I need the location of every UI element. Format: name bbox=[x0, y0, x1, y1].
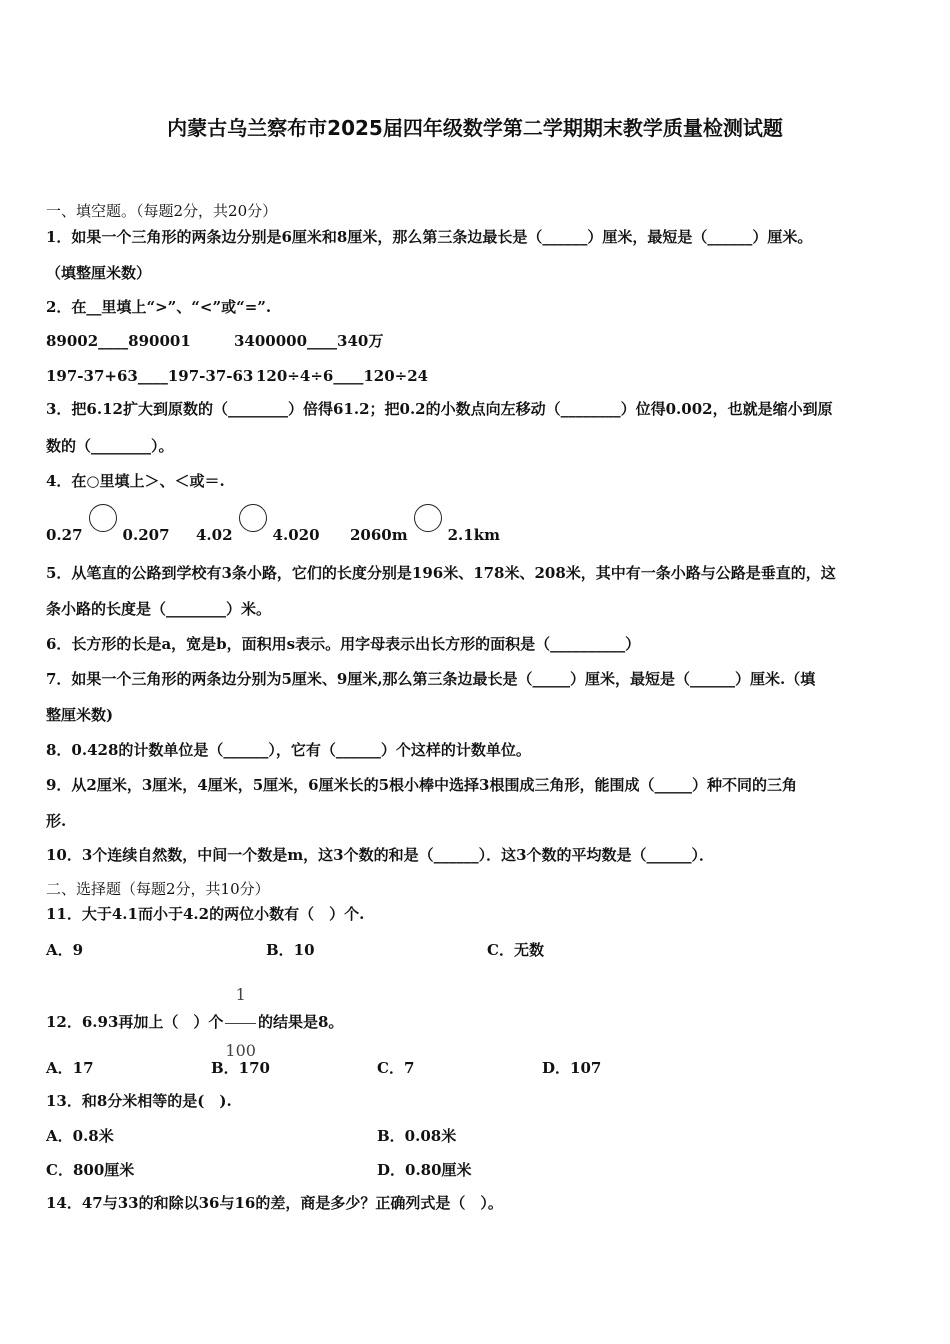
q12-option-a[interactable]: A．17 bbox=[46, 1059, 94, 1077]
question-4-item-1 bbox=[46, 516, 170, 545]
section-heading-2: 二、选择题（每题2分，共10分） bbox=[46, 880, 270, 898]
question-2-item-2: 3400000____340万 bbox=[234, 332, 384, 350]
fraction-numerator: 1 bbox=[225, 970, 256, 1024]
compare-left: 0.27 bbox=[46, 526, 83, 544]
question-13: 13．和8分米相等的是( ). bbox=[46, 1092, 232, 1110]
q12-text-before: 12．6.93再加上（ ）个 bbox=[46, 1013, 224, 1031]
question-4: 4．在○里填上＞、＜或＝. bbox=[46, 472, 225, 490]
question-5-line-1: 5．从笔直的公路到学校有3条小路，它们的长度分别是196米、178米、208米，其中有一条小路与公路是垂直的，这 bbox=[46, 564, 836, 582]
q12-option-b[interactable]: B．170 bbox=[211, 1059, 270, 1077]
question-3-line-2: 数的（________）。 bbox=[46, 437, 174, 455]
question-11: 11．大于4.1而小于4.2的两位小数有（ ）个. bbox=[46, 905, 365, 923]
question-1-line-2: （填整厘米数） bbox=[46, 264, 152, 282]
question-4-item-3 bbox=[350, 516, 500, 545]
question-8: 8．0.428的计数单位是（______），它有（______）个这样的计数单位。 bbox=[46, 741, 531, 759]
section-heading-1: 一、填空题。（每题2分，共20分） bbox=[46, 202, 278, 220]
q13-option-c[interactable]: C．800厘米 bbox=[46, 1161, 135, 1179]
fraction-denominator: 100 bbox=[225, 1041, 256, 1060]
question-2-item-4: 120÷4÷6____120÷24 bbox=[256, 367, 429, 385]
compare-circle[interactable] bbox=[239, 504, 267, 532]
question-2-item-3: 197-37+63____197-37-63 bbox=[46, 367, 254, 385]
question-9-line-1: 9．从2厘米，3厘米，4厘米，5厘米，6厘米长的5根小棒中选择3根围成三角形，能围成（_____）种不同的三角 bbox=[46, 776, 798, 794]
compare-left: 2060m bbox=[350, 526, 408, 544]
question-3-line-1: 3．把6.12扩大到原数的（________）倍得61.2；把0.2的小数点向左移动（________）位得0.002，也就是缩小到原 bbox=[46, 400, 833, 418]
question-1-line-1: 1．如果一个三角形的两条边分别是6厘米和8厘米，那么第三条边最长是（______）厘米，最短是（______）厘米。 bbox=[46, 228, 813, 246]
question-7-line-1: 7．如果一个三角形的两条边分别为5厘米、9厘米,那么第三条边最长是（_____）厘米，最短是（______）厘米.（填 bbox=[46, 670, 816, 688]
question-2: 2．在__里填上“>”、“<”或“=”. bbox=[46, 298, 272, 316]
q13-option-d[interactable]: D．0.80厘米 bbox=[377, 1161, 472, 1179]
question-2-item-1: 89002____890001 bbox=[46, 332, 191, 350]
compare-circle[interactable] bbox=[89, 504, 117, 532]
question-6: 6．长方形的长是a，宽是b，面积用s表示。用字母表示出长方形的面积是（__________） bbox=[46, 635, 641, 653]
question-9-line-2: 形. bbox=[46, 812, 67, 830]
q12-text-after: 的结果是8。 bbox=[257, 1013, 344, 1031]
compare-left: 4.02 bbox=[196, 526, 233, 544]
q11-option-b[interactable]: B．10 bbox=[266, 941, 315, 959]
q13-option-a[interactable]: A．0.8米 bbox=[46, 1127, 114, 1145]
question-14: 14．47与33的和除以36与16的差，商是多少？正确列式是（ ）。 bbox=[46, 1194, 503, 1212]
page-title: 内蒙古乌兰察布市2025届四年级数学第二学期期末教学质量检测试题 bbox=[167, 116, 783, 140]
q12-option-d[interactable]: D．107 bbox=[542, 1059, 602, 1077]
question-10: 10．3个连续自然数，中间一个数是m，这3个数的和是（______）．这3个数的平均数是（______）． bbox=[46, 846, 715, 864]
compare-right: 2.1km bbox=[447, 526, 500, 544]
q11-option-c[interactable]: C．无数 bbox=[487, 941, 544, 959]
question-7-line-2: 整厘米数) bbox=[46, 706, 114, 724]
q13-option-b[interactable]: B．0.08米 bbox=[377, 1127, 457, 1145]
q12-option-c[interactable]: C．7 bbox=[377, 1059, 415, 1077]
question-5-line-2: 条小路的长度是（________）米。 bbox=[46, 600, 272, 618]
compare-right: 4.020 bbox=[272, 526, 320, 544]
question-4-item-2 bbox=[196, 516, 320, 545]
q11-option-a[interactable]: A．9 bbox=[46, 941, 84, 959]
compare-right: 0.207 bbox=[122, 526, 170, 544]
compare-circle[interactable] bbox=[414, 504, 442, 532]
